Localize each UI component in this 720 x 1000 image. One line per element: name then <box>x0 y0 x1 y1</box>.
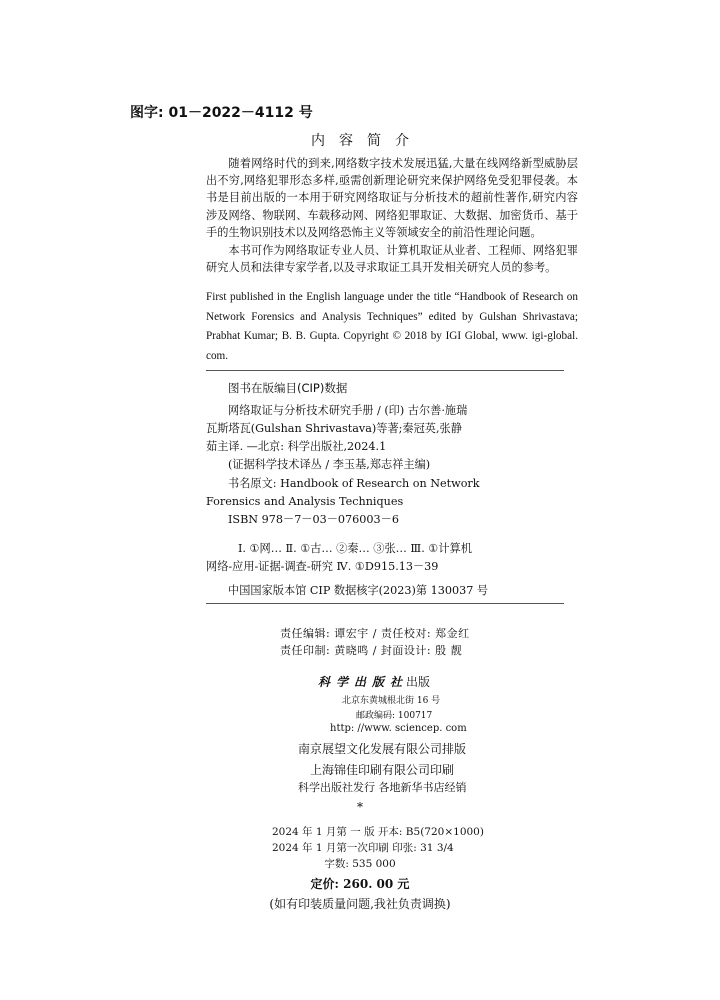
divider-bottom <box>206 603 564 604</box>
intro-paragraph-1: 随着网络时代的到来,网络数字技术发展迅猛,大量在线网络新型威胁层出不穷,网络犯罪形态多样,亟需创新理论研究来保护网络免受犯罪侵袭。本书是目前出版的一本用于研究网络取证与分析技术的超前性著作,研究内容涉及网络、物联网、车载移动网、网络犯罪取证、大数据、加密货币、基于手的生物识别技术以及网络恐怖主义等领域安全的前沿性理论问题。 <box>206 157 578 239</box>
cip-line-6: Forensics and Analysis Techniques <box>206 495 404 508</box>
publisher-website: http: //www. sciencep. com <box>330 723 467 734</box>
publisher-label: 出版 <box>406 675 431 689</box>
distribution: 科学出版社发行 各地新华书店经销 <box>298 781 467 794</box>
cip-line-2: 瓦斯塔瓦(Gulshan Shrivastava)等著;秦冠英,张静 <box>206 422 462 435</box>
cip-subject-1: Ⅰ. ①网… Ⅱ. ①古… ②秦… ③张… Ⅲ. ①计算机 <box>238 542 472 555</box>
english-copyright-notice: First published in the English language under the title “Handbook of Research on Network Forensics and Analysis Techniques” edited by Gulshan Shrivastava; Prabhat Kumar; B. B. Gupta. Copyright © 2018 by IGI Global, www. igi-global. com. <box>206 291 578 362</box>
cip-subject-2: 网络-应用-证据-调查-研究 Ⅳ. ①D915.13－39 <box>206 560 439 573</box>
publisher-address: 北京东黄城根北街 16 号 <box>342 696 441 706</box>
staff-editors: 责任编辑: 谭宏宇 / 责任校对: 郑金红 <box>280 627 470 640</box>
cip-isbn: ISBN 978－7－03－076003－6 <box>228 513 399 526</box>
intro-title: 内容简介 <box>311 133 423 149</box>
printer: 上海锦佳印刷有限公司印刷 <box>310 763 455 777</box>
cip-line-1: 网络取证与分析技术研究手册 / (印) 古尔善·施瑞 <box>228 404 468 417</box>
cip-line-4: (证据科学技术译丛 / 李玉基,郑志祥主编) <box>228 458 431 471</box>
quality-note: (如有印装质量问题,我社负责调换) <box>269 897 451 911</box>
typesetter: 南京展望文化发展有限公司排版 <box>298 742 467 756</box>
cip-title: 图书在版编目(CIP)数据 <box>228 381 348 395</box>
intro-paragraph-2: 本书可作为网络取证专业人员、计算机取证从业者、工程师、网络犯罪研究人员和法律专家学者,以及寻求取证工具开发相关研究人员的参考。 <box>206 244 578 275</box>
cip-line-3: 茹主译. —北京: 科学出版社,2024.1 <box>206 440 387 453</box>
edition-line-1: 2024 年 1 月第 一 版 开本: B5(720×1000) <box>272 826 484 838</box>
registration-number: 图字: 01－2022－4112 号 <box>130 105 313 121</box>
cip-record-number: 中国国家版本馆 CIP 数据核字(2023)第 130037 号 <box>228 584 489 597</box>
word-count: 字数: 535 000 <box>324 858 396 870</box>
separator-star: * <box>357 800 363 814</box>
price: 定价: 260. 00 元 <box>310 877 410 891</box>
divider-top <box>206 370 564 371</box>
publisher-logo: 科学出版社 <box>318 675 409 689</box>
publisher-postcode: 邮政编码: 100717 <box>356 711 433 721</box>
staff-production: 责任印制: 黄晓鸣 / 封面设计: 殷 靓 <box>280 644 463 657</box>
cip-line-5: 书名原文: Handbook of Research on Network <box>228 477 480 490</box>
edition-line-2: 2024 年 1 月第一次印刷 印张: 31 3/4 <box>272 842 454 854</box>
